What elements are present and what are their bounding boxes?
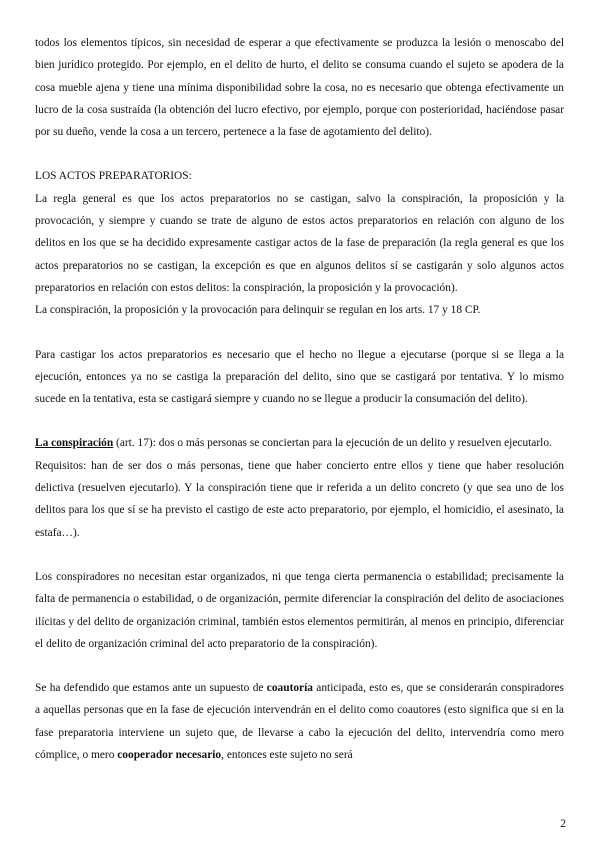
page-number: 2	[560, 818, 566, 830]
paragraph-conspiradores: Los conspiradores no necesitan estar organizados, ni que tenga cierta permanencia o estabilidad; precisamente la falta de permanencia o estabilidad, o de organización, permite diferenciar la conspiración del delito de asociaciones ilícitas y del delito de organización criminal, también estos elementos permitirán, al menos en principio, diferenciar el delito de organización criminal del acto preparatorio de la conspiración).	[35, 570, 564, 650]
paragraph-coautoria	[35, 677, 564, 766]
paragraph-conspiracion	[35, 432, 564, 454]
coautoria-text-e: , entonces este sujeto no será	[221, 749, 353, 762]
paragraph-consumacion: todos los elementos típicos, sin necesidad de esperar a que efectivamente se produzca la lesión o menoscabo del bien jurídico protegido. Por ejemplo, en el delito de hurto, el delito se consuma cuando el sujeto se apodera de la cosa mueble ajena y tiene una mínima disponibilidad sobre la cosa, no es necesario que obtenga efectivamente un lucro de la cosa sustraída (la obtención del lucro efectivo, por ejemplo, porque con posterioridad, haciéndose pasar por su dueño, vende la cosa a un tercero, pertenece a la fase de agotamiento del delito).	[35, 37, 564, 139]
paragraph-requisitos: Requisitos: han de ser dos o más personas, tiene que haber concierto entre ellos y tiene que haber resolución delictiva (resuelven ejecutarlo). Y la conspiración tiene que ir referida a un delito concreto (y que sea uno de los delitos para los que sí se ha previsto el castigo de este acto preparatorio, por ejemplo, el homicidio, el asesinato, la estafa…).	[35, 459, 564, 539]
term-coautoria: coautoría	[266, 682, 313, 695]
term-cooperador-necesario: cooperador necesario	[117, 749, 222, 762]
paragraph-castigar-actos: Para castigar los actos preparatorios es necesario que el hecho no llegue a ejecutarse (porque si se llega a la ejecución, entonces ya no se castiga la preparación del delito, sino que se castigará por tentativa. Y lo mismo sucede en la tentativa, esta se castigará siempre y cuando no se llegue a producir la consumación del delito).	[35, 348, 564, 406]
coautoria-text-a: Se ha defendido que estamos ante un supuesto de	[35, 682, 267, 695]
paragraph-regulacion: La conspiración, la proposición y la provocación para delinquir se regulan en los arts. 17 y 18 CP.	[35, 304, 481, 317]
term-conspiracion: La conspiración	[35, 437, 114, 450]
coautoria-text-c: anticipada, esto es, que se considerarán conspiradores a aquellas personas que en la fase de ejecución intervendrán en el delito como coautores (esto significa que si en la fase preparatoria interviene un sujeto que, de llevarse a cabo la ejecución del delito, intervendría como mero cómplice, o mero	[35, 682, 564, 762]
section-heading: LOS ACTOS PREPARATORIOS:	[35, 170, 192, 183]
conspiracion-definition: (art. 17): dos o más personas se conciertan para la ejecución de un delito y resuelven ejecutarlo.	[113, 437, 552, 450]
paragraph-regla-general: La regla general es que los actos preparatorios no se castigan, salvo la conspiración, la proposición y la provocación, y siempre y cuando se trate de alguno de estos actos preparatorios en relación con alguno de los delitos en los que se ha decidido expresamente castigar actos de la fase de preparación (la regla general es que los actos preparatorios no se castigan, la excepción es que en algunos delitos sí se castigarán y solo algunos actos preparatorios en relación con estos delitos: la conspiración, la proposición y la provocación).	[35, 192, 564, 294]
page-content	[35, 32, 564, 766]
